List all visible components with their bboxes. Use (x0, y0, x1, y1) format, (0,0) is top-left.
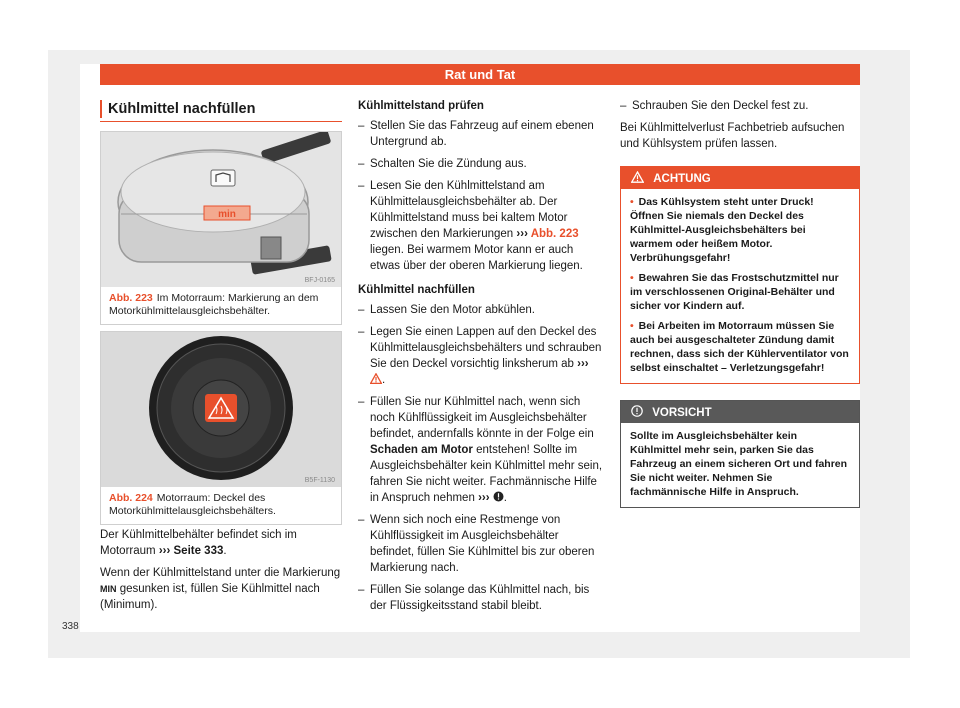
notice-header (621, 401, 859, 423)
list-item: – Füllen Sie nur Kühlmittel nach, wenn sich noch Kühlflüssigkeit im Ausgleichsbehälter befindet, andernfalls könnte in der Folge ein Schaden am Motor entstehen! Sollte im Ausgleichsbehälter kein Kühlmittel mehr sein, fahren Sie nicht weiter. Fachmännische Hilfe in Anspruch nehmen ››› . (358, 396, 603, 504)
figure-ref: Abb. 223 (530, 228, 579, 240)
notice-circle-icon (631, 405, 643, 417)
warning-box (620, 166, 860, 384)
title-rule (100, 121, 342, 122)
list-item: – Schrauben Sie den Deckel fest zu. (620, 100, 809, 112)
figure-code: BFJ-0165 (304, 277, 335, 284)
heading-refill: Kühlmittel nachfüllen (358, 284, 475, 296)
min-symbol: MIN (100, 584, 117, 594)
min-marking: min (218, 209, 236, 220)
text: entstehen! Sollte im Ausgleichsbehälter kein Kühlmittel mehr sein, fahren Sie nicht weiter. Fachmännische Hilfe in Anspruch nehmen (370, 444, 603, 504)
page-link[interactable]: ››› Seite 333 (158, 545, 224, 557)
arrows: ››› (478, 492, 490, 504)
figure-code: B5F-1130 (304, 477, 335, 484)
text: Stellen Sie das Fahrzeug auf einem ebenen Untergrund ab. (370, 120, 594, 148)
text: gesunken ist, füllen Sie Kühlmittel nach (Minimum). (100, 583, 320, 611)
figure-caption-text: Im Motorraum: Markierung an dem Motorkühlmittelausgleichsbehälter. (109, 292, 319, 317)
figure-223 (100, 131, 342, 325)
list-item: – Schalten Sie die Zündung aus. (358, 158, 527, 170)
text: Füllen Sie solange das Kühlmittel nach, bis der Flüssigkeitsstand stabil bleibt. (370, 584, 590, 612)
column-2 (358, 98, 603, 620)
list-item: – Stellen Sie das Fahrzeug auf einem ebenen Untergrund ab. (358, 120, 594, 148)
page-number: 338 (62, 621, 79, 632)
text: Bei Arbeiten im Motorraum müssen Sie auch bei ausgeschalteter Zündung damit rechnen, dass sich der Kühlerventilator von selbst einschaltet – Verletzungsgefahr! (630, 320, 849, 374)
list-item: – Lassen Sie den Motor abkühlen. (358, 304, 535, 316)
figure-caption (101, 287, 341, 324)
paragraph: Bei Kühlmittelverlust Fachbetrieb aufsuchen und Kühlsystem prüfen lassen. (620, 122, 845, 150)
notice-body: Sollte im Ausgleichsbehälter kein Kühlmittel mehr sein, parken Sie das Fahrzeug an einem sicheren Ort und fahren Sie nicht weiter. Nehmen Sie fachmännische Hilfe in Anspruch. (630, 430, 848, 498)
section-title: Kühlmittel nachfüllen (100, 100, 342, 118)
arrows: ››› (577, 358, 589, 370)
notice-link[interactable] (478, 492, 504, 504)
notice-title: VORSICHT (652, 407, 712, 419)
list-item: – Wenn sich noch eine Restmenge von Kühlflüssigkeit im Ausgleichsbehälter befindet, füllen Sie Kühlmittel bis zur oberen Markierung nach. (358, 514, 595, 574)
text: Legen Sie einen Lappen auf den Deckel des Kühlmittelausgleichsbehälters und schrauben Sie den Deckel vorsichtig linksherum ab (370, 326, 602, 370)
figure-number: Abb. 223 (109, 292, 153, 304)
text: Das Kühlsystem steht unter Druck! Öffnen Sie niemals den Deckel des Kühlmittel-Ausgleichsbehälters bei warmem oder heißem Motor. Verbrühungsgefahr! (630, 196, 814, 264)
warning-body (621, 189, 859, 383)
text: Lesen Sie den Kühlmittelstand am Kühlmittelausgleichsbehälter ab. Der Kühlmittelstand muss bei kaltem Motor zwischen den Markierungen (370, 180, 568, 240)
list-item: – Lesen Sie den Kühlmittelstand am Kühlmittelausgleichsbehälter ab. Der Kühlmittelstand muss bei kaltem Motor zwischen den Markierungen ››› Abb. 223 liegen. Bei warmem Motor kann er auch etwas über der oberen Markierung liegen. (358, 180, 583, 272)
text: Schrauben Sie den Deckel fest zu. (632, 100, 809, 112)
figure-caption-text: Motorraum: Deckel des Motorkühlmittelausgleichsbehälters. (109, 492, 276, 517)
warning-header (621, 167, 859, 189)
heading-check-level: Kühlmittelstand prüfen (358, 100, 484, 112)
warning-triangle-icon (631, 171, 644, 183)
text: Schalten Sie die Zündung aus. (370, 158, 527, 170)
intro-paragraph-2 (100, 565, 342, 613)
list-item: – Füllen Sie solange das Kühlmittel nach, bis der Flüssigkeitsstand stabil bleibt. (358, 584, 590, 612)
coolant-reservoir-image (101, 132, 341, 287)
text: Lassen Sie den Motor abkühlen. (370, 304, 535, 316)
figure-224 (100, 331, 342, 525)
reservoir-cap-illustration (101, 332, 341, 487)
intro-text (100, 527, 342, 619)
bold-text: Schaden am Motor (370, 444, 473, 456)
warning-item: • Das Kühlsystem steht unter Druck! Öffnen Sie niemals den Deckel des Kühlmittel-Ausgleichsbehälters bei warmem oder heißem Motor. Verbrühungsgefahr! (630, 196, 814, 264)
figure-link[interactable] (516, 228, 578, 240)
intro-paragraph-1 (100, 527, 342, 559)
list-item: – Legen Sie einen Lappen auf den Deckel des Kühlmittelausgleichsbehälters und schrauben Sie den Deckel vorsichtig linksherum ab ››› . (358, 326, 602, 386)
text: Wenn der Kühlmittelstand unter die Markierung (100, 567, 341, 579)
figure-number: Abb. 224 (109, 492, 153, 504)
text: liegen. Bei warmem Motor kann er auch etwas über der oberen Markierung liegen. (370, 244, 583, 272)
warning-item: • Bei Arbeiten im Motorraum müssen Sie auch bei ausgeschalteter Zündung damit rechnen, dass sich der Kühlerventilator von selbst einschaltet – Verletzungsgefahr! (630, 320, 849, 374)
notice-circle-icon (493, 491, 504, 502)
warning-title: ACHTUNG (653, 173, 711, 185)
warning-triangle-icon (370, 373, 382, 384)
text: Bewahren Sie das Frostschutzmittel nur im verschlossenen Original-Behälter und sicher vor Kindern auf. (630, 272, 839, 312)
figure-caption (101, 487, 341, 524)
reservoir-cap-image (101, 332, 341, 487)
warning-item: • Bewahren Sie das Frostschutzmittel nur im verschlossenen Original-Behälter und sicher vor Kindern auf. (630, 272, 839, 312)
arrows: ››› (516, 228, 528, 240)
notice-box (620, 400, 860, 508)
text: Füllen Sie nur Kühlmittel nach, wenn sich noch Kühlflüssigkeit im Ausgleichsbehälter befindet, andernfalls könnte in der Folge ein (370, 396, 594, 440)
text: . (223, 545, 227, 557)
text: Der Kühlmittelbehälter befindet sich im Motorraum (100, 529, 297, 557)
header-bar: Rat und Tat (100, 64, 860, 85)
coolant-reservoir-illustration (101, 132, 341, 287)
column-3 (620, 98, 860, 508)
text: Wenn sich noch eine Restmenge von Kühlflüssigkeit im Ausgleichsbehälter befindet, füllen Sie Kühlmittel bis zur oberen Markierung nach. (370, 514, 595, 574)
